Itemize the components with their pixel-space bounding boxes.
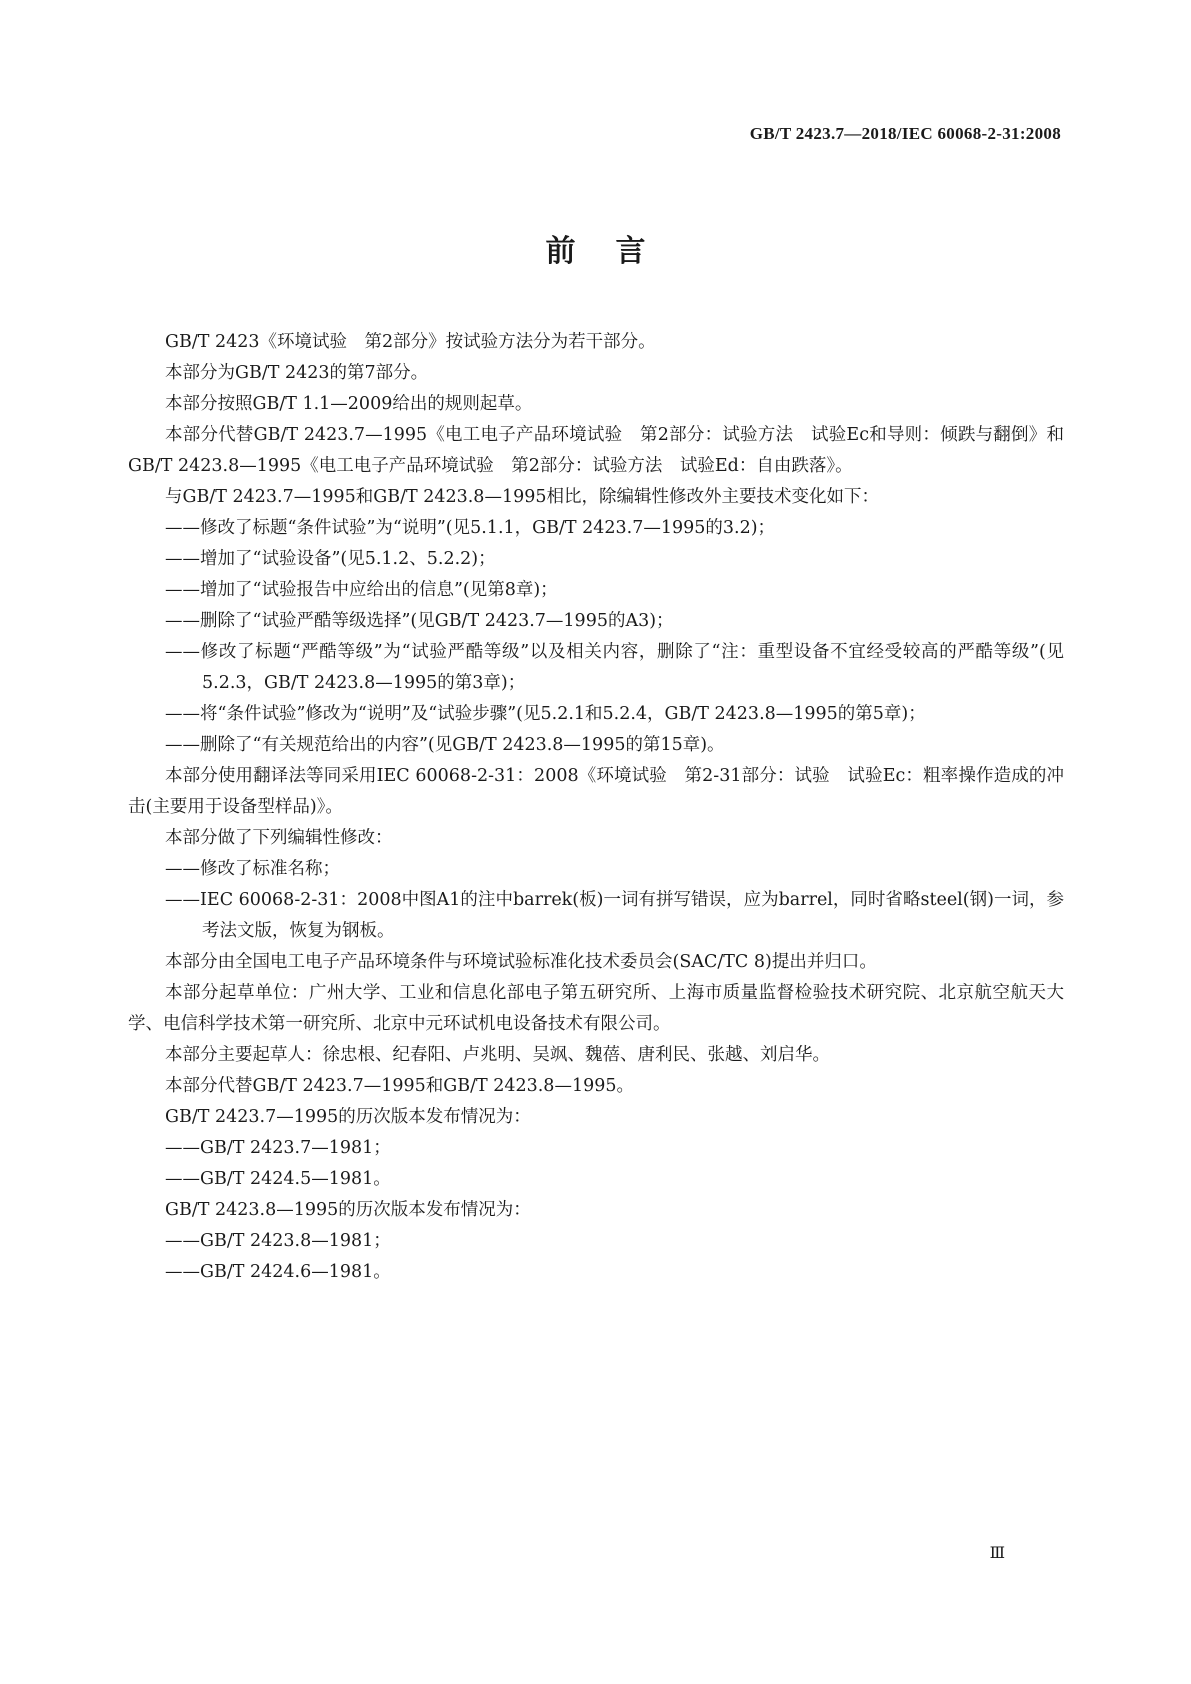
standard-number-header: GB/T 2423.7—2018/IEC 60068-2-31:2008: [749, 124, 1061, 143]
list-item: ——删除了“试验严酷等级选择”(见GB/T 2423.7—1995的A3)；: [165, 611, 674, 631]
page-number: Ⅲ: [989, 1545, 1005, 1562]
paragraph: 本部分由全国电工电子产品环境条件与环境试验标准化技术委员会(SAC/TC 8)提出并归口。: [165, 952, 877, 972]
paragraph: 本部分按照GB/T 1.1—2009给出的规则起草。: [165, 394, 533, 414]
list-item: ——修改了标准名称；: [165, 859, 340, 879]
list-item: ——GB/T 2423.7—1981；: [165, 1138, 391, 1158]
paragraph: GB/T 2423.7—1995的历次版本发布情况为：: [165, 1107, 531, 1127]
list-item: ——GB/T 2423.8—1981；: [165, 1231, 391, 1251]
list-item: ——GB/T 2424.6—1981。: [165, 1262, 391, 1282]
list-item: ——IEC 60068-2-31：2008中图A1的注中barrek(板)一词有拼写错误，应为barrel，同时省略steel(钢)一词，参考法文版，恢复为钢板。: [165, 890, 1064, 941]
paragraph: 本部分起草单位：广州大学、工业和信息化部电子第五研究所、上海市质量监督检验技术研究院、北京航空航天大学、电信科学技术第一研究所、北京中元环试机电设备技术有限公司。: [128, 983, 1064, 1034]
paragraph: 本部分使用翻译法等同采用IEC 60068-2-31：2008《环境试验 第2-31部分：试验 试验Ec：粗率操作造成的冲击(主要用于设备型样品)》。: [128, 766, 1064, 817]
paragraph: 本部分做了下列编辑性修改：: [165, 828, 393, 848]
list-item: ——将“条件试验”修改为“说明”及“试验步骤”(见5.2.1和5.2.4，GB/T 2423.8—1995的第5章)；: [165, 704, 926, 724]
list-item: ——GB/T 2424.5—1981。: [165, 1169, 391, 1189]
list-item: ——删除了“有关规范给出的内容”(见GB/T 2423.8—1995的第15章)。: [165, 735, 725, 755]
page-title: 前言: [545, 234, 686, 269]
list-item: ——修改了标题“严酷等级”为“试验严酷等级”以及相关内容，删除了“注：重型设备不宜经受较高的严酷等级”(见5.2.3，GB/T 2423.8—1995的第3章)；: [165, 642, 1064, 693]
foreword-body: [128, 327, 1064, 1288]
paragraph: GB/T 2423《环境试验 第2部分》按试验方法分为若干部分。: [165, 332, 656, 352]
paragraph: 本部分主要起草人：徐忠根、纪春阳、卢兆明、吴飒、魏蓓、唐利民、张越、刘启华。: [165, 1045, 830, 1065]
paragraph: 本部分代替GB/T 2423.7—1995和GB/T 2423.8—1995。: [165, 1076, 634, 1096]
paragraph: 本部分为GB/T 2423的第7部分。: [165, 363, 429, 383]
list-item: ——修改了标题“条件试验”为“说明”(见5.1.1，GB/T 2423.7—1995的3.2)；: [165, 518, 776, 538]
paragraph: 本部分代替GB/T 2423.7—1995《电工电子产品环境试验 第2部分：试验方法 试验Ec和导则：倾跌与翻倒》和GB/T 2423.8—1995《电工电子产品环境试验 第2部分：试验方法 试验Ed：自由跌落》。: [128, 425, 1064, 476]
paragraph: 与GB/T 2423.7—1995和GB/T 2423.8—1995相比，除编辑性修改外主要技术变化如下：: [165, 487, 879, 507]
list-item: ——增加了“试验设备”(见5.1.2、5.2.2)；: [165, 549, 496, 569]
list-item: ——增加了“试验报告中应给出的信息”(见第8章)；: [165, 580, 558, 600]
paragraph: GB/T 2423.8—1995的历次版本发布情况为：: [165, 1200, 531, 1220]
